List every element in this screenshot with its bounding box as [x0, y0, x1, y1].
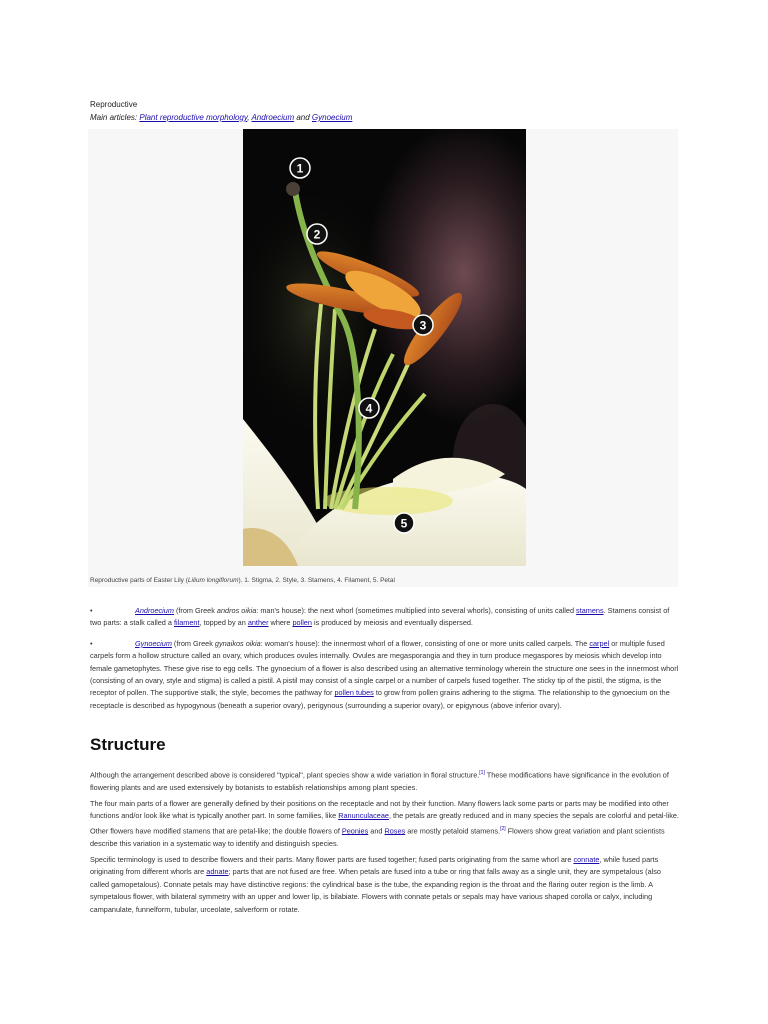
inline-link[interactable]: Roses	[384, 826, 406, 836]
svg-text:5: 5	[400, 516, 408, 531]
text-run: Although the arrangement described above is considered "typical", plant species show a wide variation in floral structure.	[90, 770, 480, 780]
text-run: These modifications have significance in the evolution of flowering plants and are used extensively by botanists to establish relationships among plant species.	[90, 770, 669, 792]
text-run: and	[368, 826, 385, 836]
text-run: is produced by meiosis and eventually dispersed.	[311, 618, 473, 628]
caption-text: Reproductive parts of Easter Lily (	[90, 577, 188, 584]
main-articles-line	[90, 113, 352, 122]
inline-link[interactable]: anther	[247, 618, 269, 628]
text-run: : woman's house): the innermost whorl of a flower, consisting of one or more units called carpels. The	[260, 638, 590, 648]
structure-paragraph	[90, 798, 680, 850]
link-plant-reproductive-morphology[interactable]: Plant reproductive morphology	[139, 113, 248, 122]
text-run: , the petals are greatly reduced and in many species the sepals are colorful and petal-like. Other flowers have modified stamens that are petal-like; the double flowers of	[90, 811, 679, 836]
text-run: : man's house): the next whorl (sometimes multiplied into several whorls), consisting of units called	[256, 606, 577, 615]
inline-link[interactable]: Gynoecium	[135, 638, 172, 648]
main-articles-prefix: Main articles:	[90, 113, 140, 122]
label-1	[290, 158, 310, 178]
italic-text: andros oikia	[216, 606, 257, 615]
structure-paragraph	[90, 854, 680, 916]
link-gynoecium[interactable]: Gynoecium	[311, 113, 353, 122]
inline-link[interactable]: pollen tubes	[334, 688, 374, 698]
inline-link[interactable]: connate	[573, 855, 600, 864]
bullet-text	[90, 605, 680, 630]
citation-ref[interactable]: [2]	[500, 825, 506, 832]
caption-species: Lilium longiflorum	[187, 577, 239, 584]
citation-ref[interactable]: [1]	[479, 770, 485, 776]
bullet-text	[90, 638, 680, 712]
bullet-dot: •	[90, 638, 93, 648]
text-run: The four main parts of a flower are generally defined by their positions on the receptacle and not by their function. Many flowers lack some parts or parts may be modified into other functions and/or look like what is typically another part. In some families, like	[90, 799, 669, 821]
inline-link[interactable]: Ranunculaceae	[338, 811, 389, 821]
text-run: (from Greek	[171, 638, 215, 648]
bullet-list	[90, 605, 680, 720]
separator: ,	[247, 113, 252, 122]
heading-structure: Structure	[90, 735, 166, 754]
text-run: . Stamens consist of two parts: a stalk called a	[90, 606, 670, 628]
inline-link[interactable]: stamens	[576, 606, 604, 615]
lily-illustration	[243, 129, 526, 566]
svg-text:3: 3	[419, 318, 427, 333]
figure-caption	[90, 577, 395, 584]
caption-text: ). 1. Stigma, 2. Style, 3. Stamens, 4. Filament, 5. Petal	[238, 577, 395, 584]
text-run: where	[268, 618, 293, 628]
text-run: are mostly petaloid stamens.	[405, 826, 501, 836]
text-run: ; parts that are not fused are free. When petals are fused into a tube or ring that falls away as a single unit, they are sympetalous (also called gamopetalous). Connate petals may have distinctive regions: the cylindrical base is the tube, the expanding region is the throat and the flaring outer region is the limb. A sympetalous flower, with bilateral symmetry with an upper and lower lip, is bilabiate. Flowers with connate petals or sepals may have various shaped corolla or calyx, including campanulate, funnelform, tubular, urceolate, salverform or rotate.	[90, 867, 661, 914]
bullet-item	[90, 638, 680, 712]
text-run: , topped by an	[199, 618, 248, 628]
label-2	[307, 224, 327, 244]
structure-paragraph	[90, 767, 680, 794]
inline-link[interactable]: adnate	[206, 867, 229, 877]
svg-text:1: 1	[296, 161, 304, 176]
separator: and	[294, 113, 312, 122]
inline-link[interactable]: filament	[173, 618, 200, 628]
text-run: to grow from pollen grains adhering to the stigma. The relationship to the gynoecium on the receptacle is described as hypogynous (beneath a superior ovary), perigynous (surrounding a superior ovary), or epigynous (above inferior ovary).	[90, 688, 670, 710]
inline-link[interactable]: Peonies	[341, 826, 369, 836]
label-4	[359, 398, 379, 418]
inline-link[interactable]: pollen	[292, 618, 312, 628]
inline-link[interactable]: Androecium	[135, 606, 174, 615]
italic-text: gynaikos oikia	[214, 638, 261, 648]
svg-text:4: 4	[365, 401, 373, 416]
svg-text:2: 2	[313, 227, 321, 242]
stigma	[286, 182, 300, 196]
link-androecium[interactable]: Androecium	[251, 113, 295, 122]
text-run: Flowers show great variation and plant scientists describe this variation in a systematic way to identify and distinguish species.	[90, 826, 665, 848]
section-heading-reproductive: Reproductive	[90, 100, 138, 109]
text-run: , while fused parts originating from different whorls are	[90, 855, 659, 877]
label-3	[413, 315, 433, 335]
text-run: Specific terminology is used to describe flowers and their parts. Many flower parts are fused together; fused parts originating from the same whorl are	[90, 855, 574, 864]
inline-link[interactable]: carpel	[589, 638, 610, 648]
text-run: (from Greek	[173, 606, 217, 615]
text-run: or multiple fused carpels form a hollow structure called an ovary, which produces ovules internally. Ovules are megasporangia and they in turn produce megaspores by meiosis which develop into female gametophytes. These give rise to egg cells. The gynoecium of a flower is also described using an alternative terminology wherein the structure one sees in the innermost whorl (consisting of an ovary, style and stigma) is called a pistil. A pistil may consist of a single carpel or a number of carpels fused together. The sticky tip of the pistil, the stigma, is the receptor of pollen. The supportive stalk, the style, becomes the pathway for	[90, 638, 679, 698]
bullet-item	[90, 605, 680, 630]
lily-photo	[243, 129, 526, 566]
bullet-dot: •	[90, 606, 93, 615]
label-5	[394, 513, 414, 533]
